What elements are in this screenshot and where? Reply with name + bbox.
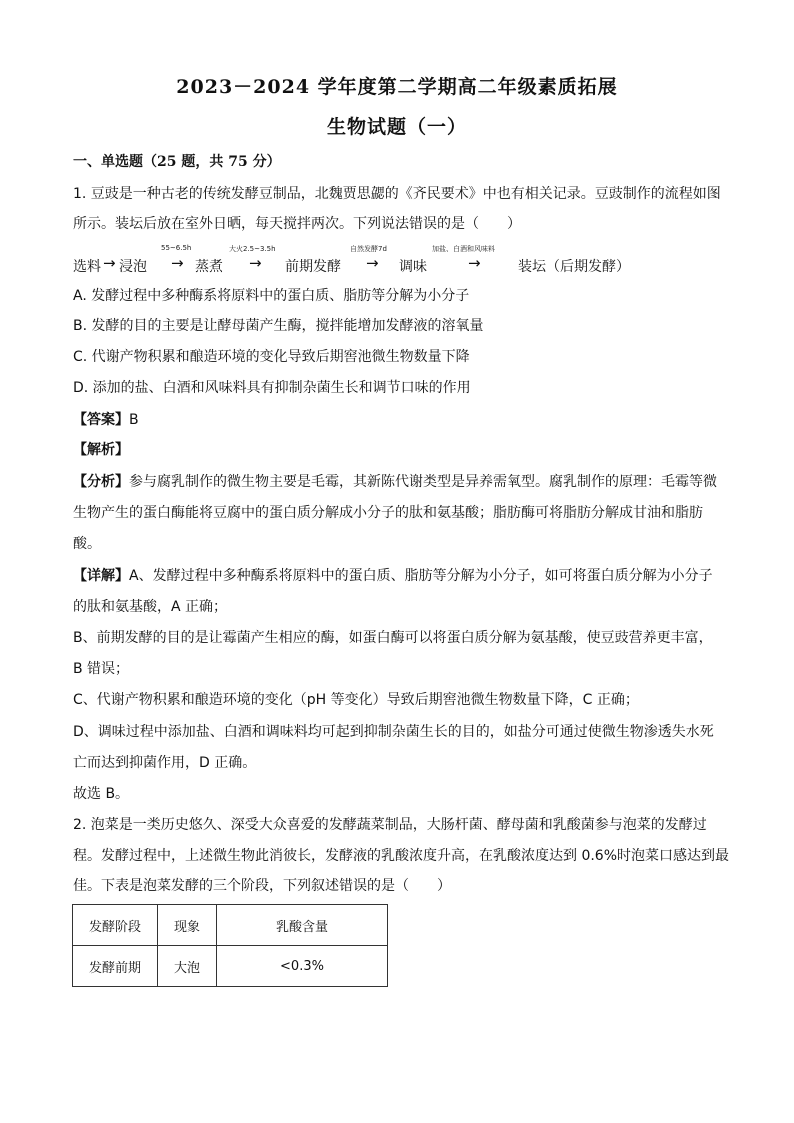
flow-arrow: → — [103, 254, 116, 272]
flow-arrow: → — [171, 254, 184, 272]
flow-step-soak: 浸泡 — [119, 259, 147, 275]
q1-conclusion: 故选 B。 — [73, 786, 130, 802]
q2-stem-line-3: 佳。下表是泡菜发酵的三个阶段，下列叙述错误的是（ ） — [73, 878, 451, 894]
xiangjie-line-7: 亡而达到抑菌作用，D 正确。 — [73, 755, 257, 771]
fenxi-line-1 — [73, 472, 725, 492]
q2-stem-line-1: 2. 泡菜是一类历史悠久、深受大众喜爱的发酵蔬菜制品，大肠杆菌、酵母菌和乳酸菌参与泡菜的发酵过 — [73, 817, 707, 833]
xiangjie-line-2: 的肽和氨基酸，A 正确； — [73, 599, 228, 615]
flow-arrow: → — [249, 254, 262, 272]
q2-table — [72, 904, 388, 987]
flow-step-early-ferment: 前期发酵 — [285, 259, 341, 275]
table-row — [73, 946, 388, 987]
table-header-cell: 发酵阶段 — [73, 905, 158, 946]
xiangjie-tag: 【详解】 — [73, 568, 129, 584]
fenxi-tag: 【分析】 — [73, 474, 129, 490]
q1-option-c: C. 代谢产物积累和酿造环境的变化导致后期窖池微生物数量下降 — [73, 349, 470, 365]
xiangjie-line-6: D、调味过程中添加盐、白酒和调味料均可起到抑制杂菌生长的目的，如盐分可通过使微生物渗透失水死 — [73, 724, 714, 740]
table-cell: 大泡 — [158, 946, 217, 987]
analysis-label: 【解析】 — [73, 442, 129, 458]
fenxi-text: 参与腐乳制作的微生物主要是毛霉，其新陈代谢类型是异养需氧型。腐乳制作的原理：毛霉等微 — [129, 474, 717, 490]
flow-condition-steam: 大火2.5~3.5h — [229, 245, 276, 253]
xiangjie-text: A、发酵过程中多种酶系将原料中的蛋白质、脂肪等分解为小分子，如可将蛋白质分解为小分子 — [129, 568, 713, 584]
q1-option-b: B. 发酵的目的主要是让酵母菌产生酶，搅拌能增加发酵液的溶氧量 — [73, 318, 484, 334]
xiangjie-line-4: B 错误； — [73, 661, 130, 677]
table-cell: <0.3% — [217, 946, 388, 987]
answer-tag: 【答案】 — [73, 412, 129, 428]
flow-arrow: → — [468, 254, 481, 272]
table-header-cell: 现象 — [158, 905, 217, 946]
q1-option-d: D. 添加的盐、白酒和风味料具有抑制杂菌生长和调节口味的作用 — [73, 380, 471, 396]
flow-arrow: → — [366, 254, 379, 272]
flow-condition-ferment: 自然发酵7d — [350, 245, 387, 253]
exam-subtitle: 生物试题（一） — [326, 116, 467, 138]
q1-stem-line-1: 1. 豆豉是一种古老的传统发酵豆制品，北魏贾思勰的《齐民要术》中也有相关记录。豆豉制作的流程如图 — [73, 186, 721, 202]
xiangjie-line-3: B、前期发酵的目的是让霉菌产生相应的酶，如蛋白酶可以将蛋白质分解为氨基酸，使豆豉营养更丰富， — [73, 630, 713, 646]
q1-option-a: A. 发酵过程中多种酶系将原料中的蛋白质、脂肪等分解为小分子 — [73, 288, 470, 304]
q1-answer — [73, 410, 725, 430]
xiangjie-line-5: C、代谢产物积累和酿造环境的变化（pH 等变化）导致后期窖池微生物数量下降，C 正确； — [73, 692, 639, 708]
flow-condition-season: 加盐、白酒和风味料 — [432, 245, 495, 253]
fenxi-line-3: 酸。 — [73, 536, 101, 552]
q1-flow-diagram — [73, 244, 733, 284]
table-cell: 发酵前期 — [73, 946, 158, 987]
xiangjie-line-1 — [73, 566, 725, 586]
flow-condition-soak: 55~6.5h — [161, 244, 192, 252]
fenxi-line-2: 生物产生的蛋白酶能将豆腐中的蛋白质分解成小分子的肽和氨基酸；脂肪酶可将脂肪分解成甘油和脂肪 — [73, 505, 703, 521]
flow-step-select: 选料 — [73, 259, 101, 275]
flow-step-steam: 蒸煮 — [195, 259, 223, 275]
flow-step-jar: 装坛（后期发酵） — [518, 259, 630, 275]
q2-stem-line-2: 程。发酵过程中，上述微生物此消彼长，发酵液的乳酸浓度升高，在乳酸浓度达到 0.6%时泡菜口感达到最 — [73, 848, 730, 864]
table-header-cell: 乳酸含量 — [217, 905, 388, 946]
exam-title: 2023－2024 学年度第二学期高二年级素质拓展 — [176, 76, 618, 98]
table-header-row — [73, 905, 388, 946]
answer-value: B — [129, 412, 139, 428]
section-heading: 一、单选题（25 题，共 75 分） — [73, 154, 281, 170]
q1-stem-line-2: 所示。装坛后放在室外日晒，每天搅拌两次。下列说法错误的是（ ） — [73, 216, 521, 232]
flow-step-season: 调味 — [399, 259, 427, 275]
